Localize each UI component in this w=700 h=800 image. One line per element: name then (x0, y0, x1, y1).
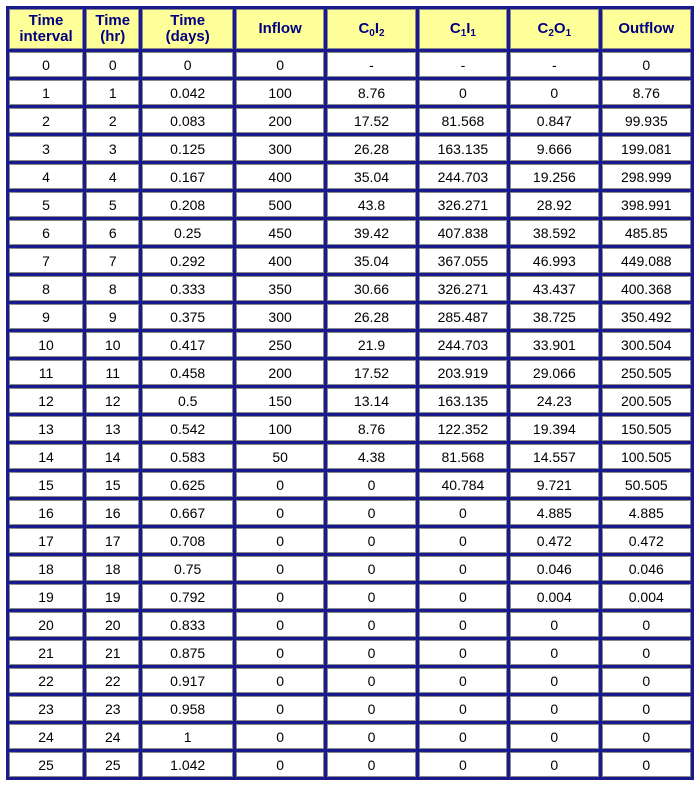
cell-time-hr: 18 (86, 556, 139, 581)
cell-outflow: 0.046 (602, 556, 691, 581)
cell-c1i1: 203.919 (419, 360, 507, 385)
cell-c1i1: 326.271 (419, 276, 507, 301)
cell-time-days: 0.958 (142, 696, 232, 721)
cell-c1i1: 285.487 (419, 304, 507, 329)
cell-time-interval: 19 (9, 584, 83, 609)
cell-c0i2: 21.9 (327, 332, 415, 357)
cell-inflow: 400 (236, 248, 324, 273)
cell-inflow: 200 (236, 108, 324, 133)
cell-time-hr: 8 (86, 276, 139, 301)
cell-c1i1: 81.568 (419, 108, 507, 133)
cell-c2o1: 9.666 (510, 136, 598, 161)
cell-inflow: 200 (236, 360, 324, 385)
cell-time-interval: 9 (9, 304, 83, 329)
cell-time-days: 0.25 (142, 220, 232, 245)
cell-c1i1: - (419, 52, 507, 77)
cell-c2o1: 46.993 (510, 248, 598, 273)
cell-c0i2: 39.42 (327, 220, 415, 245)
cell-c0i2: 0 (327, 724, 415, 749)
table-row (9, 108, 691, 133)
cell-time-days: 0.417 (142, 332, 232, 357)
cell-c0i2: 0 (327, 584, 415, 609)
cell-c0i2: 0 (327, 612, 415, 637)
cell-time-days: 0.167 (142, 164, 232, 189)
cell-time-days: 0 (142, 52, 232, 77)
cell-time-interval: 15 (9, 472, 83, 497)
cell-inflow: 150 (236, 388, 324, 413)
cell-outflow: 0 (602, 52, 691, 77)
cell-c2o1: 38.725 (510, 304, 598, 329)
cell-outflow: 8.76 (602, 80, 691, 105)
cell-time-hr: 2 (86, 108, 139, 133)
cell-time-hr: 1 (86, 80, 139, 105)
cell-inflow: 400 (236, 164, 324, 189)
cell-c0i2: 35.04 (327, 164, 415, 189)
cell-c2o1: - (510, 52, 598, 77)
cell-time-hr: 6 (86, 220, 139, 245)
table-row (9, 248, 691, 273)
cell-c0i2: 0 (327, 668, 415, 693)
cell-outflow: 400.368 (602, 276, 691, 301)
col-header-time-interval: Time interval (9, 9, 83, 49)
cell-time-hr: 25 (86, 752, 139, 777)
cell-c2o1: 0.472 (510, 528, 598, 553)
cell-time-days: 0.042 (142, 80, 232, 105)
col-header-time-days: Time (days) (142, 9, 232, 49)
cell-time-hr: 20 (86, 612, 139, 637)
cell-c1i1: 367.055 (419, 248, 507, 273)
cell-time-hr: 22 (86, 668, 139, 693)
cell-c1i1: 163.135 (419, 136, 507, 161)
cell-c1i1: 407.838 (419, 220, 507, 245)
table-row (9, 416, 691, 441)
cell-c0i2: 26.28 (327, 136, 415, 161)
cell-inflow: 100 (236, 80, 324, 105)
cell-c0i2: 8.76 (327, 80, 415, 105)
cell-time-days: 0.208 (142, 192, 232, 217)
col-header-c0i2: $C_0I_2$ (327, 9, 415, 49)
cell-outflow: 250.505 (602, 360, 691, 385)
cell-time-days: 0.083 (142, 108, 232, 133)
cell-c1i1: 0 (419, 528, 507, 553)
table-row (9, 724, 691, 749)
cell-inflow: 0 (236, 724, 324, 749)
cell-time-interval: 12 (9, 388, 83, 413)
cell-inflow: 300 (236, 304, 324, 329)
cell-c1i1: 0 (419, 752, 507, 777)
cell-time-interval: 4 (9, 164, 83, 189)
table-row (9, 612, 691, 637)
cell-c0i2: 43.8 (327, 192, 415, 217)
cell-c2o1: 0 (510, 80, 598, 105)
col-header-inflow: Inflow (236, 9, 324, 49)
cell-time-days: 0.833 (142, 612, 232, 637)
header-row (9, 9, 691, 49)
cell-time-interval: 6 (9, 220, 83, 245)
table-row (9, 668, 691, 693)
cell-outflow: 0 (602, 612, 691, 637)
routing-table (6, 6, 694, 780)
cell-time-hr: 15 (86, 472, 139, 497)
cell-c0i2: 0 (327, 556, 415, 581)
cell-time-interval: 22 (9, 668, 83, 693)
cell-time-hr: 12 (86, 388, 139, 413)
cell-time-days: 0.375 (142, 304, 232, 329)
cell-time-interval: 24 (9, 724, 83, 749)
cell-time-days: 0.917 (142, 668, 232, 693)
cell-time-interval: 5 (9, 192, 83, 217)
cell-outflow: 298.999 (602, 164, 691, 189)
col-header-c2o1: $C_2O_1$ (510, 9, 598, 49)
cell-time-hr: 10 (86, 332, 139, 357)
cell-c2o1: 28.92 (510, 192, 598, 217)
cell-inflow: 0 (236, 640, 324, 665)
cell-c2o1: 9.721 (510, 472, 598, 497)
cell-time-interval: 3 (9, 136, 83, 161)
cell-c0i2: 17.52 (327, 360, 415, 385)
cell-time-days: 0.875 (142, 640, 232, 665)
cell-outflow: 50.505 (602, 472, 691, 497)
cell-c1i1: 0 (419, 696, 507, 721)
cell-c2o1: 29.066 (510, 360, 598, 385)
cell-time-interval: 1 (9, 80, 83, 105)
cell-c2o1: 33.901 (510, 332, 598, 357)
cell-c2o1: 14.557 (510, 444, 598, 469)
table-row (9, 192, 691, 217)
table-row (9, 556, 691, 581)
cell-inflow: 450 (236, 220, 324, 245)
table-row (9, 640, 691, 665)
table-row (9, 388, 691, 413)
cell-c1i1: 0 (419, 584, 507, 609)
cell-c2o1: 0 (510, 640, 598, 665)
table-row (9, 584, 691, 609)
cell-time-hr: 17 (86, 528, 139, 553)
cell-c1i1: 244.703 (419, 164, 507, 189)
cell-c2o1: 19.394 (510, 416, 598, 441)
cell-outflow: 0 (602, 752, 691, 777)
cell-time-hr: 3 (86, 136, 139, 161)
cell-outflow: 150.505 (602, 416, 691, 441)
table-row (9, 696, 691, 721)
cell-time-interval: 21 (9, 640, 83, 665)
cell-inflow: 0 (236, 52, 324, 77)
cell-time-days: 0.792 (142, 584, 232, 609)
cell-c2o1: 19.256 (510, 164, 598, 189)
table-row (9, 52, 691, 77)
cell-time-hr: 7 (86, 248, 139, 273)
cell-time-interval: 23 (9, 696, 83, 721)
table-row (9, 500, 691, 525)
cell-c2o1: 0.004 (510, 584, 598, 609)
cell-outflow: 449.088 (602, 248, 691, 273)
cell-c1i1: 0 (419, 612, 507, 637)
cell-time-interval: 25 (9, 752, 83, 777)
cell-c1i1: 0 (419, 668, 507, 693)
cell-inflow: 0 (236, 584, 324, 609)
cell-c1i1: 0 (419, 500, 507, 525)
cell-inflow: 100 (236, 416, 324, 441)
cell-outflow: 398.991 (602, 192, 691, 217)
cell-c1i1: 0 (419, 724, 507, 749)
cell-time-days: 1.042 (142, 752, 232, 777)
cell-c0i2: 30.66 (327, 276, 415, 301)
table-row (9, 304, 691, 329)
cell-inflow: 0 (236, 612, 324, 637)
cell-outflow: 199.081 (602, 136, 691, 161)
cell-time-days: 0.708 (142, 528, 232, 553)
cell-c0i2: 13.14 (327, 388, 415, 413)
table-row (9, 164, 691, 189)
cell-time-days: 1 (142, 724, 232, 749)
table-row (9, 360, 691, 385)
cell-c1i1: 81.568 (419, 444, 507, 469)
cell-inflow: 0 (236, 528, 324, 553)
cell-c2o1: 4.885 (510, 500, 598, 525)
cell-outflow: 0 (602, 640, 691, 665)
cell-time-interval: 0 (9, 52, 83, 77)
cell-c2o1: 0.847 (510, 108, 598, 133)
cell-c0i2: 0 (327, 640, 415, 665)
cell-time-days: 0.292 (142, 248, 232, 273)
table-row (9, 528, 691, 553)
table-row (9, 472, 691, 497)
cell-c2o1: 0 (510, 668, 598, 693)
cell-c0i2: 0 (327, 752, 415, 777)
cell-c1i1: 326.271 (419, 192, 507, 217)
col-header-c1i1: $C_1I_1$ (419, 9, 507, 49)
cell-c2o1: 0 (510, 752, 598, 777)
cell-time-hr: 4 (86, 164, 139, 189)
cell-outflow: 300.504 (602, 332, 691, 357)
cell-outflow: 100.505 (602, 444, 691, 469)
cell-time-hr: 21 (86, 640, 139, 665)
col-header-outflow: Outflow (602, 9, 691, 49)
cell-time-interval: 17 (9, 528, 83, 553)
cell-inflow: 300 (236, 136, 324, 161)
cell-inflow: 0 (236, 668, 324, 693)
cell-c2o1: 38.592 (510, 220, 598, 245)
cell-time-days: 0.458 (142, 360, 232, 385)
cell-time-interval: 10 (9, 332, 83, 357)
table-row (9, 332, 691, 357)
cell-outflow: 99.935 (602, 108, 691, 133)
cell-time-hr: 23 (86, 696, 139, 721)
cell-c2o1: 0.046 (510, 556, 598, 581)
cell-time-hr: 16 (86, 500, 139, 525)
cell-time-days: 0.542 (142, 416, 232, 441)
cell-inflow: 0 (236, 696, 324, 721)
cell-time-interval: 20 (9, 612, 83, 637)
cell-time-hr: 19 (86, 584, 139, 609)
cell-inflow: 0 (236, 752, 324, 777)
cell-c0i2: 0 (327, 472, 415, 497)
cell-inflow: 500 (236, 192, 324, 217)
cell-outflow: 0.472 (602, 528, 691, 553)
cell-time-interval: 18 (9, 556, 83, 581)
cell-outflow: 0 (602, 724, 691, 749)
cell-time-interval: 8 (9, 276, 83, 301)
cell-outflow: 485.85 (602, 220, 691, 245)
cell-outflow: 0 (602, 668, 691, 693)
cell-c2o1: 0 (510, 724, 598, 749)
cell-c1i1: 122.352 (419, 416, 507, 441)
cell-c2o1: 0 (510, 696, 598, 721)
table-row (9, 444, 691, 469)
cell-inflow: 50 (236, 444, 324, 469)
cell-c1i1: 0 (419, 556, 507, 581)
cell-time-hr: 11 (86, 360, 139, 385)
cell-c2o1: 0 (510, 612, 598, 637)
cell-c0i2: 35.04 (327, 248, 415, 273)
cell-c1i1: 40.784 (419, 472, 507, 497)
cell-inflow: 0 (236, 472, 324, 497)
col-header-time-hr: Time (hr) (86, 9, 139, 49)
cell-c1i1: 244.703 (419, 332, 507, 357)
cell-c1i1: 0 (419, 640, 507, 665)
cell-c2o1: 24.23 (510, 388, 598, 413)
cell-time-hr: 13 (86, 416, 139, 441)
cell-time-days: 0.5 (142, 388, 232, 413)
cell-c2o1: 43.437 (510, 276, 598, 301)
cell-time-days: 0.667 (142, 500, 232, 525)
cell-outflow: 4.885 (602, 500, 691, 525)
cell-c1i1: 163.135 (419, 388, 507, 413)
cell-time-days: 0.333 (142, 276, 232, 301)
table-row (9, 80, 691, 105)
table-row (9, 220, 691, 245)
cell-time-interval: 7 (9, 248, 83, 273)
cell-time-hr: 24 (86, 724, 139, 749)
cell-outflow: 350.492 (602, 304, 691, 329)
table-row (9, 752, 691, 777)
table-row (9, 276, 691, 301)
cell-time-hr: 0 (86, 52, 139, 77)
cell-time-days: 0.583 (142, 444, 232, 469)
table-row (9, 136, 691, 161)
cell-time-interval: 16 (9, 500, 83, 525)
cell-inflow: 0 (236, 556, 324, 581)
cell-time-interval: 11 (9, 360, 83, 385)
cell-c0i2: - (327, 52, 415, 77)
table-body (9, 52, 691, 777)
cell-inflow: 250 (236, 332, 324, 357)
cell-time-hr: 14 (86, 444, 139, 469)
cell-outflow: 0.004 (602, 584, 691, 609)
cell-time-days: 0.625 (142, 472, 232, 497)
cell-time-interval: 2 (9, 108, 83, 133)
cell-outflow: 200.505 (602, 388, 691, 413)
cell-time-interval: 13 (9, 416, 83, 441)
cell-time-interval: 14 (9, 444, 83, 469)
cell-c0i2: 4.38 (327, 444, 415, 469)
cell-c0i2: 0 (327, 528, 415, 553)
cell-time-days: 0.75 (142, 556, 232, 581)
cell-c0i2: 17.52 (327, 108, 415, 133)
cell-time-hr: 5 (86, 192, 139, 217)
cell-outflow: 0 (602, 696, 691, 721)
cell-inflow: 0 (236, 500, 324, 525)
cell-c0i2: 26.28 (327, 304, 415, 329)
cell-c0i2: 0 (327, 500, 415, 525)
cell-c0i2: 0 (327, 696, 415, 721)
cell-c1i1: 0 (419, 80, 507, 105)
cell-c0i2: 8.76 (327, 416, 415, 441)
cell-time-days: 0.125 (142, 136, 232, 161)
cell-time-hr: 9 (86, 304, 139, 329)
cell-inflow: 350 (236, 276, 324, 301)
